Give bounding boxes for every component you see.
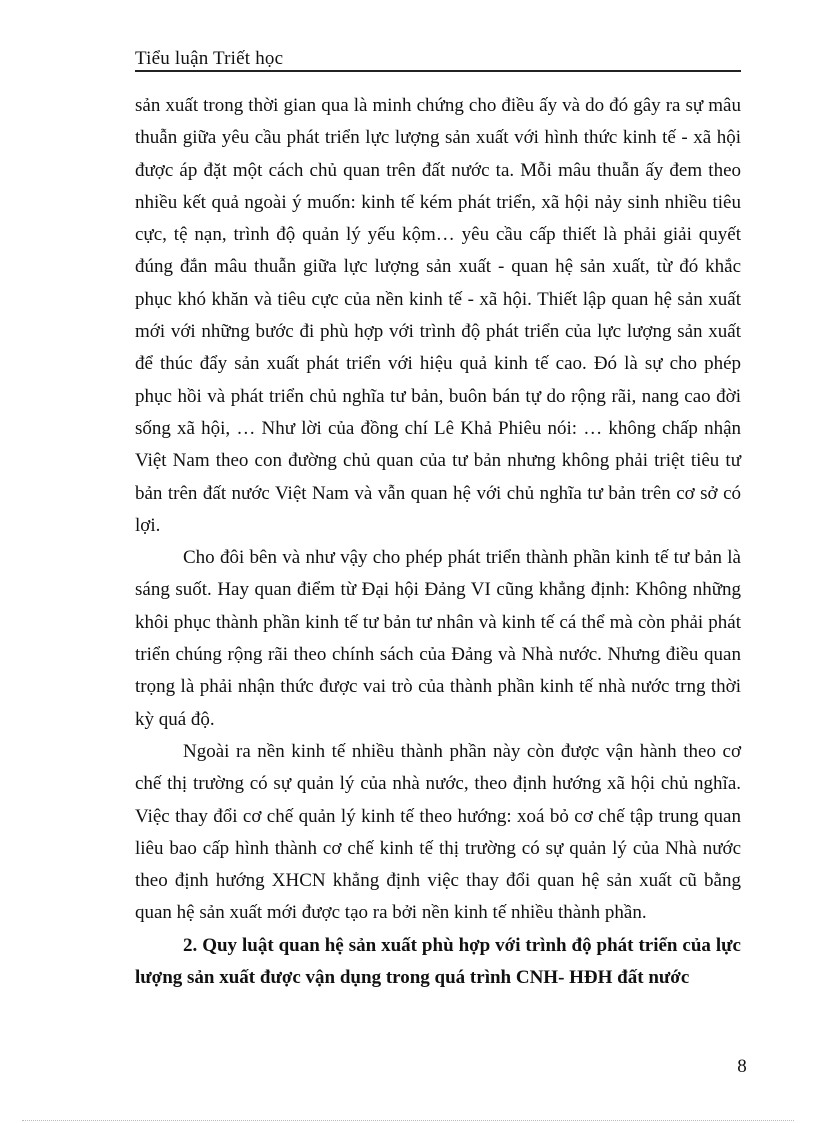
page-bottom-divider: [22, 1120, 794, 1121]
page-header: [135, 46, 741, 72]
paragraph-market-mechanism: Ngoài ra nền kinh tế nhiều thành phần này còn được vận hành theo cơ chế thị trường có sự quản lý của nhà nước, theo định hướng xã hội chủ nghĩa. Việc thay đổi cơ chế quản lý kinh tế theo hướng: xoá bỏ cơ chế tập trung quan liêu bao cấp hình thành cơ chế kinh tế thị trường có sự quản lý của Nhà nước theo định hướng XHCN khẳng định việc thay đổi quan hệ sản xuất cũ bằng quan hệ sản xuất mới được tạo ra bởi nền kinh tế nhiều thành phần.: [135, 740, 741, 924]
section-heading: 2. Quy luật quan hệ sản xuất phù hợp với trình độ phát triển của lực lượng sản xuất được vận dụng trong quá trình CNH- HĐH đất nước: [135, 934, 741, 989]
paragraph-capitalism: Cho đôi bên và như vậy cho phép phát triển thành phần kinh tế tư bản là sáng suốt. Hay quan điểm từ Đại hội Đảng VI cũng khẳng định: Không những khôi phục thành phần kinh tế tư bản tư nhân và kinh tế cá thể mà còn phải phát triển chúng rộng rãi theo chính sách của Đảng và Nhà nước. Nhưng điều quan trọng là phải nhận thức được vai trò của thành phần kinh tế nhà nước trng thời kỳ quá độ.: [135, 547, 741, 730]
paragraph-continuation: sản xuất trong thời gian qua là minh chứng cho điều ấy và do đó gây ra sự mâu thuẫn giữa yêu cầu phát triển lực lượng sản xuất với hình thức kinh tế - xã hội được áp đặt một cách chủ quan trên đất nước ta. Mỗi mâu thuẫn ấy đem theo nhiều kết quả ngoài ý muốn: kinh tế kém phát triển, xã hội nảy sinh nhiều tiêu cực, tệ nạn, trình độ quản lý yếu kộm… yêu cầu cấp thiết là phải giải quyết đúng đắn mâu thuẫn giữa lực lượng sản xuất - quan hệ sản xuất, từ đó khắc phục khó khăn và tiêu cực của nền kinh tế - xã hội. Thiết lập quan hệ sản xuất mới với những bước đi phù hợp với trình độ phát triển của lực lượng sản xuất để thúc đẩy sản xuất phát triển với hiệu quả kinh tế cao. Đó là sự cho phép phục hồi và phát triển chủ nghĩa tư bản, buôn bán tự do rộng rãi, nang cao đời sống xã hội, … Như lời của đồng chí Lê Khả Phiêu nói: … không chấp nhận Việt Nam theo con đường chủ quan của tư bản nhưng không phải triệt tiêu tư bản trên đất nước Việt Nam và vẫn quan hệ với chủ nghĩa tư bản trên cơ sở có lợi.: [135, 95, 741, 536]
page-number: 8: [737, 1056, 747, 1077]
document-body: [135, 90, 741, 994]
header-title: Tiểu luận Triết học: [135, 48, 284, 69]
